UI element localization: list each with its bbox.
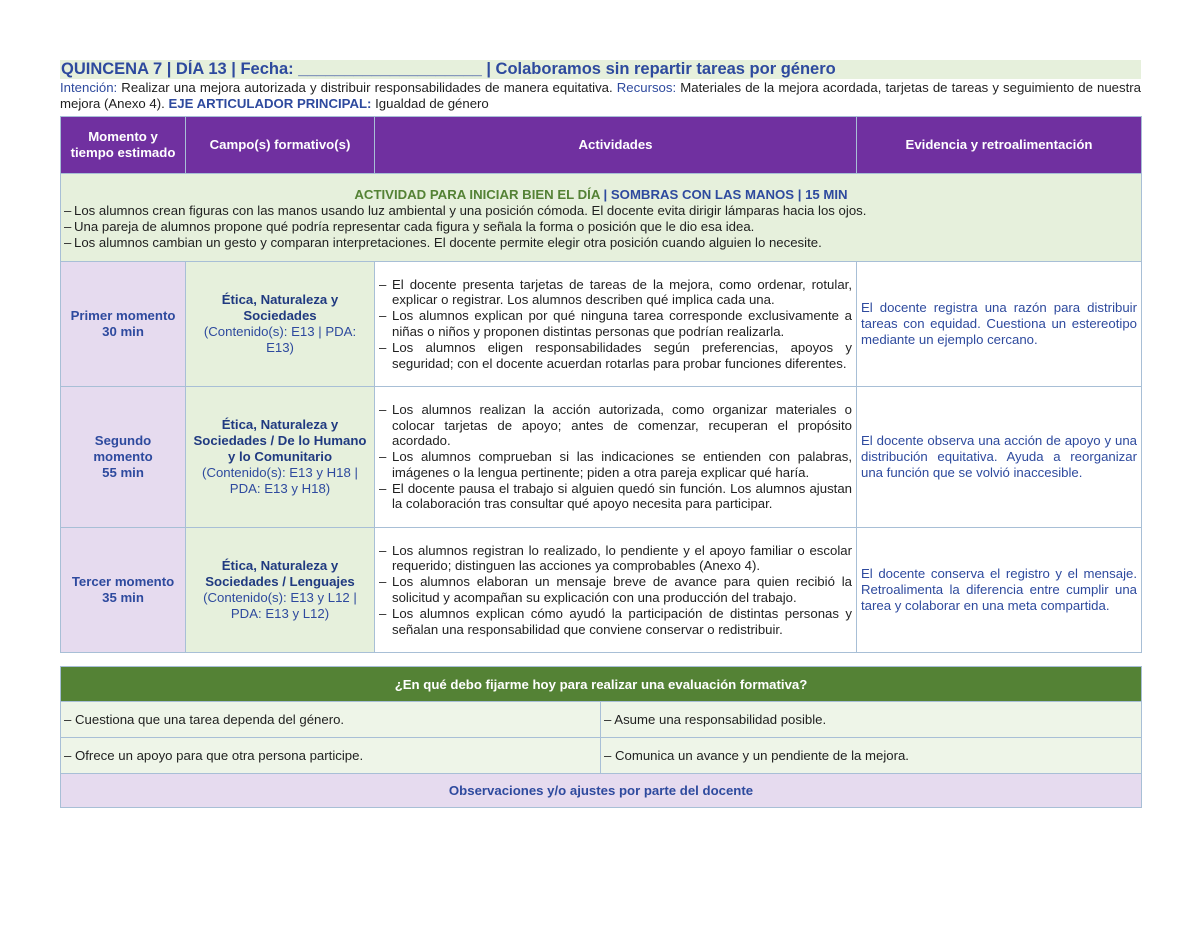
campo-contenido: (Contenido(s): E13 y H18 | PDA: E13 y H18) — [202, 465, 358, 496]
list-item: – Los alumnos explican cómo ayudó la participación de distintas personas y señalan una responsabilidad que conviene conservar o redistribuir. — [379, 605, 852, 637]
col-header-momento: Momento y tiempo estimado — [61, 117, 186, 174]
campo-contenido: (Contenido(s): E13 | PDA: E13) — [203, 324, 357, 355]
list-item: – Los alumnos cambian un gesto y comparan interpretaciones. El docente permite elegir otra posición cuando alguien lo necesite. — [64, 235, 822, 250]
list-item: – El docente presenta tarjetas de tareas de la mejora, como ordenar, rotular, explicar o registrar. Los alumnos describen qué implica cada una. — [379, 276, 852, 308]
list-item: – Los alumnos realizan la acción autorizada, como organizar materiales o colocar tarjetas de apoyo; antes de comenzar, recuperan el propósito acordado. — [379, 401, 852, 449]
list-item: – Los alumnos elaboran un mensaje breve de avance para quien recibió la solicitud y acompañan su explicación con una producción del trabajo. — [379, 574, 852, 605]
actividades-cell — [375, 387, 857, 528]
col-header-campo: Campo(s) formativo(s) — [186, 117, 375, 174]
table-row — [61, 702, 1142, 738]
campo-name: Ética, Naturaleza y Sociedades / Lenguajes — [205, 558, 355, 589]
recursos-text: Materiales de la mejora acordada, tarjetas de tareas y seguimiento de nuestra mejora (Anexo 4). — [60, 80, 1141, 111]
inicio-title-sub: | SOMBRAS CON LAS MANOS | 15 MIN — [603, 187, 848, 202]
evaluacion-heading-row — [61, 667, 1142, 702]
list-item: – El docente pausa el trabajo si alguien quedó sin función. Los alumnos ajustan la colaboración tras consultar qué apoyo necesita para participar. — [379, 480, 852, 512]
col-header-actividades: Actividades — [375, 117, 857, 174]
evaluacion-heading: ¿En qué debo fijarme hoy para realizar una evaluación formativa? — [61, 667, 1142, 702]
plan-summary — [60, 80, 1141, 112]
evaluacion-item: – Cuestiona que una tarea dependa del género. — [61, 702, 601, 738]
evaluacion-table — [60, 666, 1142, 808]
table-row — [61, 262, 1142, 387]
inicio-row — [61, 174, 1142, 262]
plan-table — [60, 116, 1142, 653]
campo-name: Ética, Naturaleza y Sociedades / De lo Humano y lo Comunitario — [193, 417, 367, 464]
intencion-text: Realizar una mejora autorizada y distribuir responsabilidades de manera equitativa. — [121, 80, 613, 95]
campo-cell — [186, 387, 375, 528]
inicio-cell — [61, 174, 1142, 262]
campo-name: Ética, Naturaleza y Sociedades — [221, 292, 339, 323]
list-item: – Los alumnos comprueban si las indicaciones se entienden con palabras, imágenes o la lengua pertinente; piden a otra pareja explicar qué haría. — [379, 449, 852, 480]
list-item: – Los alumnos explican por qué ninguna tarea corresponde exclusivamente a niñas o niños y proponen distintas personas que podrían realizarla. — [379, 308, 852, 339]
evaluacion-item: – Asume una responsabilidad posible. — [601, 702, 1142, 738]
table-header-row — [61, 117, 1142, 174]
intencion-label: Intención: — [60, 80, 118, 95]
table-row — [61, 387, 1142, 528]
actividades-cell — [375, 262, 857, 387]
momento-cell: Primer momento 30 min — [61, 262, 186, 387]
page-title: QUINCENA 7 | DÍA 13 | Fecha: ____________________ | Colaboramos sin repartir tareas por género — [60, 60, 1141, 79]
campo-contenido: (Contenido(s): E13 y L12 | PDA: E13 y L12) — [203, 590, 357, 621]
evaluacion-item: – Ofrece un apoyo para que otra persona participe. — [61, 738, 601, 774]
actividades-cell — [375, 528, 857, 653]
table-row — [61, 528, 1142, 653]
momento-cell: Tercer momento 35 min — [61, 528, 186, 653]
eje-text: Igualdad de género — [375, 96, 489, 111]
campo-cell — [186, 528, 375, 653]
table-row — [61, 738, 1142, 774]
lesson-plan-page — [60, 60, 1141, 808]
col-header-evidencia: Evidencia y retroalimentación — [857, 117, 1142, 174]
campo-cell — [186, 262, 375, 387]
evaluacion-item: – Comunica un avance y un pendiente de la mejora. — [601, 738, 1142, 774]
list-item: – Los alumnos eligen responsabilidades según preferencias, apoyos y seguridad; con el docente acuerdan rotarlas para probar funciones diferentes. — [379, 339, 852, 371]
inicio-title — [64, 187, 1138, 203]
inicio-title-main: ACTIVIDAD PARA INICIAR BIEN EL DÍA — [354, 187, 600, 202]
list-item: – Los alumnos crean figuras con las manos usando luz ambiental y una posición cómoda. El docente evita dirigir lámparas hacia los ojos. — [64, 203, 867, 218]
eje-label: EJE ARTICULADOR PRINCIPAL: — [168, 96, 372, 111]
evidencia-cell: El docente conserva el registro y el mensaje. Retroalimenta la diferencia entre cumplir una tarea y colaborar en una meta compartida. — [857, 528, 1142, 653]
observaciones-row — [61, 774, 1142, 808]
recursos-label: Recursos: — [616, 80, 677, 95]
list-item: – Una pareja de alumnos propone qué podría representar cada figura y señala la forma o posición que le dio esa idea. — [64, 219, 755, 234]
evidencia-cell: El docente registra una razón para distribuir tareas con equidad. Cuestiona un estereotipo mediante un ejemplo cercano. — [857, 262, 1142, 387]
list-item: – Los alumnos registran lo realizado, lo pendiente y el apoyo familiar o escolar requerido; distinguen las acciones ya comprobables (Anexo 4). — [379, 542, 852, 574]
evidencia-cell: El docente observa una acción de apoyo y una distribución equitativa. Ayuda a reorganizar una función que se volvió inaccesible. — [857, 387, 1142, 528]
observaciones-heading: Observaciones y/o ajustes por parte del docente — [61, 774, 1142, 808]
momento-cell: Segundo momento 55 min — [61, 387, 186, 528]
